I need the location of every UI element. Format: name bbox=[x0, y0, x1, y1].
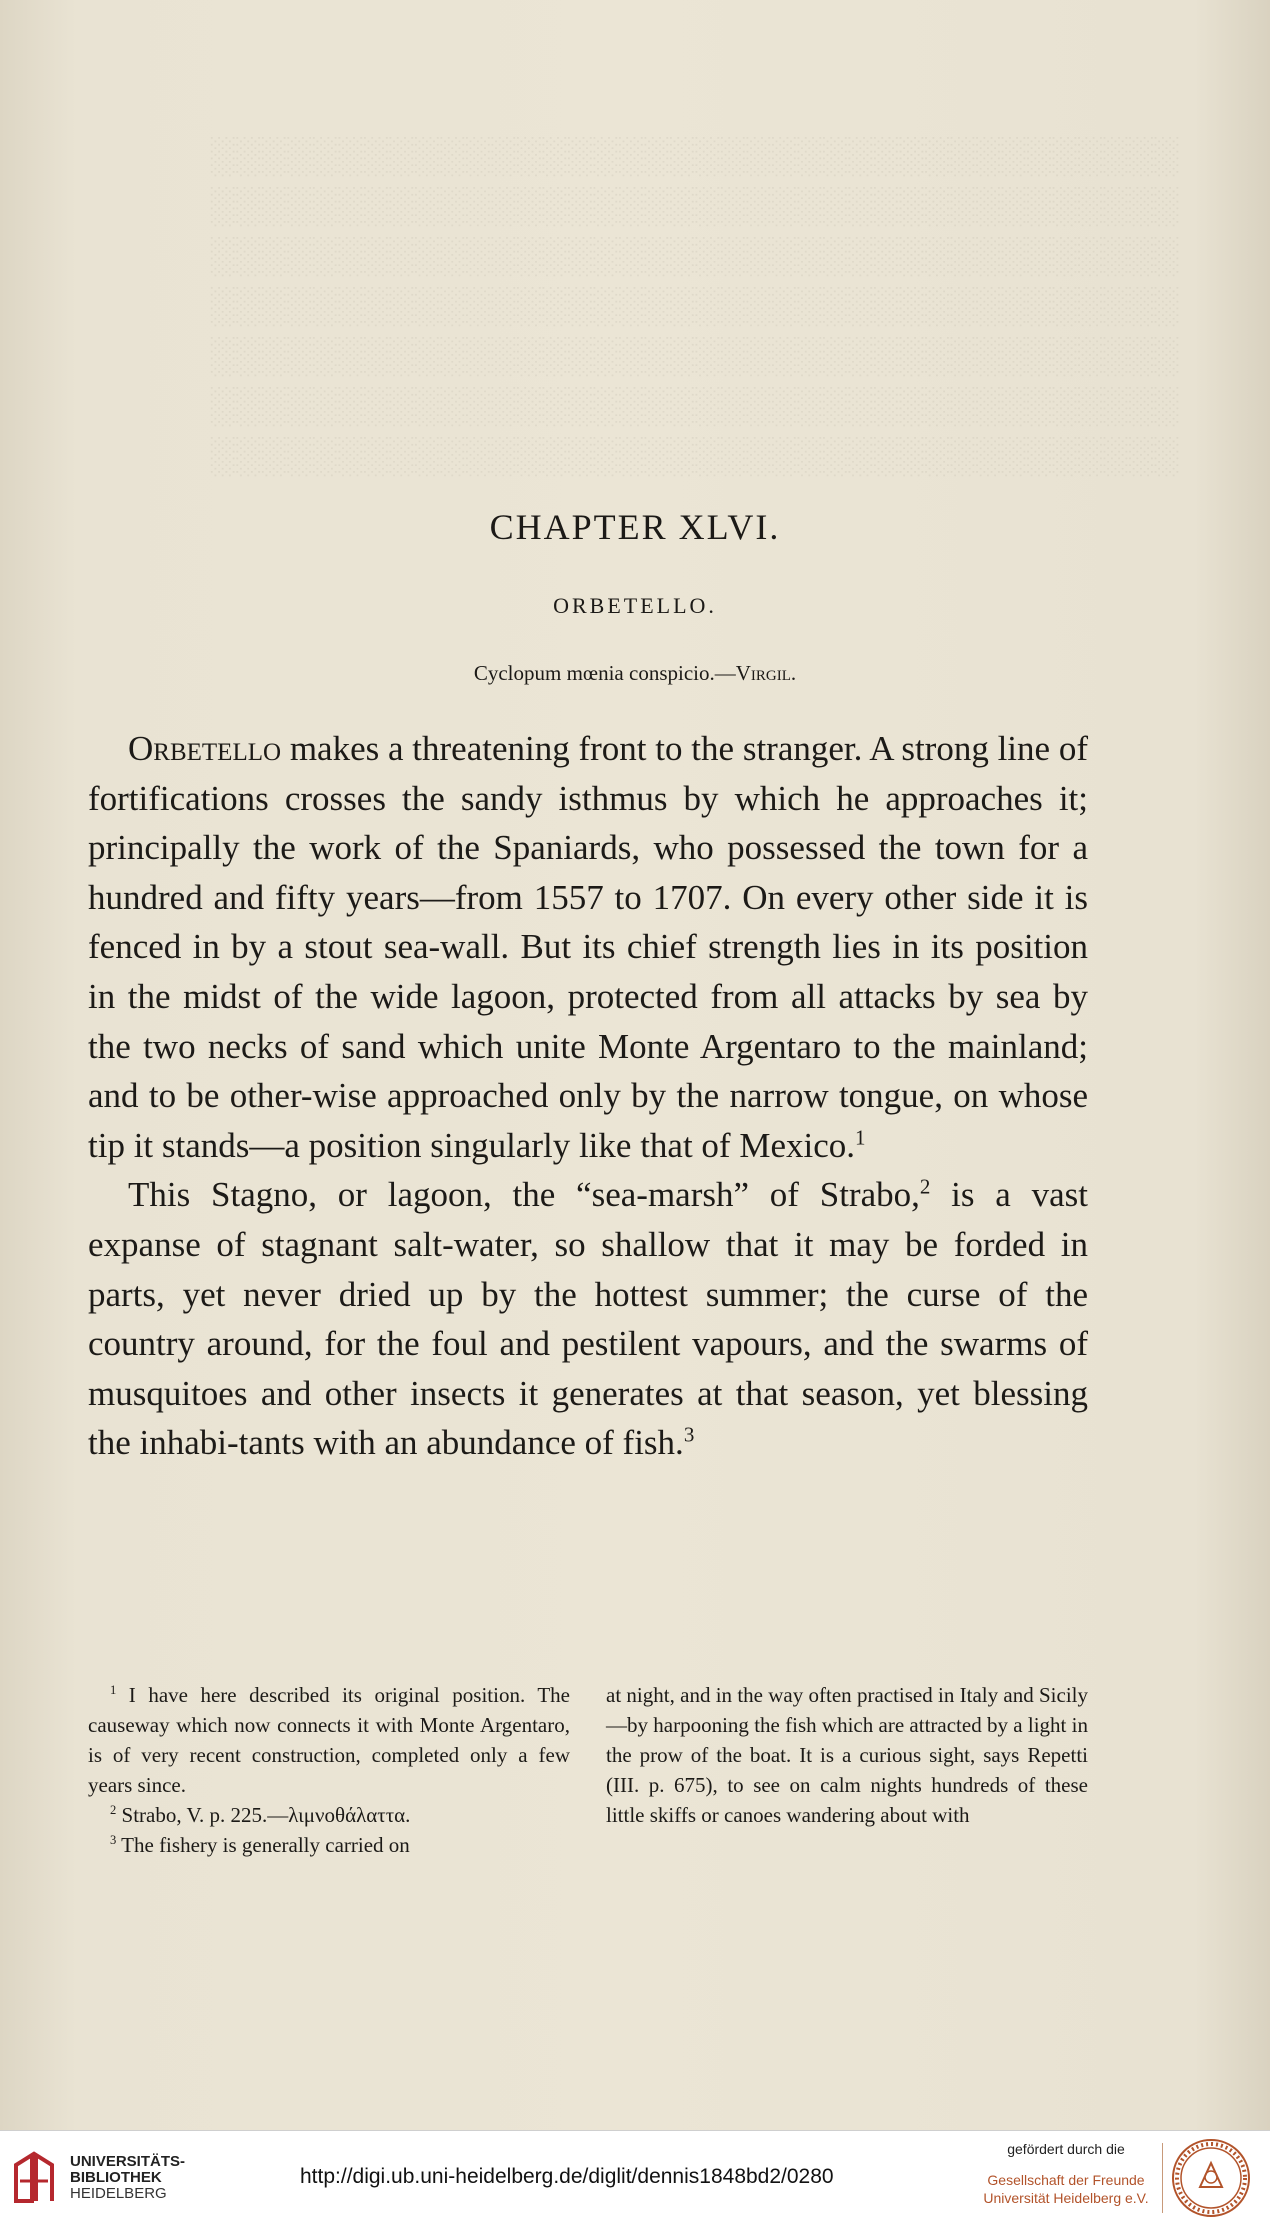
paragraph-2 bbox=[88, 1170, 1088, 1468]
footnote-2 bbox=[88, 1800, 570, 1830]
sponsor-org-line-2: Universität Heidelberg e.V. bbox=[983, 2190, 1149, 2206]
permalink-url[interactable]: http://digi.ub.uni-heidelberg.de/diglit/dennis1848bd2/0280 bbox=[300, 2165, 834, 2188]
chapter-subtitle: ORBETELLO. bbox=[553, 593, 717, 618]
paragraph-text: makes a threatening front to the stranger. A strong line of fortifications crosses the sandy isthmus by which he approaches it; principally the work of the Spaniards, who possessed the town for a hundred and fifty years—from 1557 to 1707. On every other side it is fenced in by a stout sea-wall. But its chief strength lies in its position in the midst of the wide lagoon, protected from all attacks by sea by the two necks of sand which unite Monte Argentaro to the mainland; and to be other-wise approached only by the narrow tongue, on whose tip it stands—a position singularly like that of Mexico. bbox=[88, 729, 1088, 1165]
footnote-3-continued: at night, and in the way often practised in Italy and Sicily—by harpooning the fish which are attracted by a light in the prow of the boat. It is a curious sight, says Repetti (III. p. 675), to see on calm nights hundreds of these little skiffs or canoes wandering about with bbox=[606, 1683, 1088, 1827]
footnote-mark: 2 bbox=[110, 1803, 117, 1817]
paragraph-text: is a vast expanse of stagnant salt-water, so shallow that it may be forded in parts, yet never dried up by the hottest summer; the curse of the country around, for the foul and pestilent vapours, and the swarms of musquitoes and other insects it generates at that season, yet blessing the inhabi-tants with an abundance of fish. bbox=[88, 1175, 1088, 1463]
paragraph-1 bbox=[88, 724, 1088, 1170]
footnote-text: The fishery is generally carried on bbox=[116, 1833, 410, 1857]
chapter-title: CHAPTER XLVI. bbox=[489, 507, 781, 547]
ub-heidelberg-logo-icon bbox=[10, 2151, 58, 2207]
university-seal-icon bbox=[1170, 2137, 1252, 2219]
footnote-column-right bbox=[606, 1680, 1088, 1860]
viewer-footer bbox=[0, 2130, 1270, 2223]
footnote-mark: 3 bbox=[110, 1833, 117, 1847]
footnote-ref: 1 bbox=[855, 1125, 866, 1150]
sponsor-org-line-1: Gesellschaft der Freunde bbox=[987, 2172, 1145, 2188]
footnotes bbox=[88, 1680, 1088, 1860]
epigraph-quote: Cyclopum mœnia conspicio.— bbox=[473, 661, 736, 685]
footnote-1 bbox=[88, 1680, 570, 1800]
footnote-text: Strabo, V. p. 225.—λιμνοθάλαττα. bbox=[116, 1803, 411, 1827]
show-through-text: ░░░░░░░░░░░░░░░░░░░░░░░░░░░░░░░░░░░░░░ ░░░░░░░░░░░░░░░░░░░░░░░░░░░░░░░░░░░░░░ ░░░░░░░░░░░░░░░░░░░░░░░░░░░░░░░░░░░░░░ ░░░░░░░░░░░░░░░░░░░░░░░░░░░░░░░░░░░░░░ ░░░░░░░░░░░░░░░░░░░░░░░░░░░░░░░░░░░░░░ ░░░░░░░░░░░░░░░░░░░░░░░░░░░░░░░░░░░░░░ ░░░░░░░░░░░░░░░░░░░░░░░░░░░░░░░░░░░░░░ bbox=[210, 135, 1180, 475]
footnote-ref: 3 bbox=[683, 1422, 695, 1447]
footnote-column-left bbox=[88, 1680, 570, 1860]
sponsor-block bbox=[975, 2141, 1157, 2207]
sponsor-lead: gefördert durch die bbox=[1007, 2141, 1125, 2157]
epigraph-author: Virgil. bbox=[735, 661, 797, 685]
epigraph bbox=[0, 661, 1270, 686]
footer-divider bbox=[1162, 2143, 1163, 2213]
library-name: UNIVERSITÄTS- BIBLIOTHEK HEIDELBERG bbox=[70, 2153, 186, 2202]
footnote-3 bbox=[88, 1830, 570, 1860]
paragraph-lead-word: Orbetello bbox=[128, 729, 282, 768]
paragraph-text: This Stagno, or lagoon, the “sea-marsh” of Strabo, bbox=[128, 1175, 920, 1215]
footnote-text: I have here described its original position. The causeway which now connects it with Monte Argentaro, is of very recent construction, completed only a few years since. bbox=[88, 1683, 570, 1797]
footnote-mark: 1 bbox=[110, 1683, 117, 1697]
footnote-ref: 2 bbox=[919, 1174, 931, 1199]
body-text bbox=[88, 724, 1088, 1468]
